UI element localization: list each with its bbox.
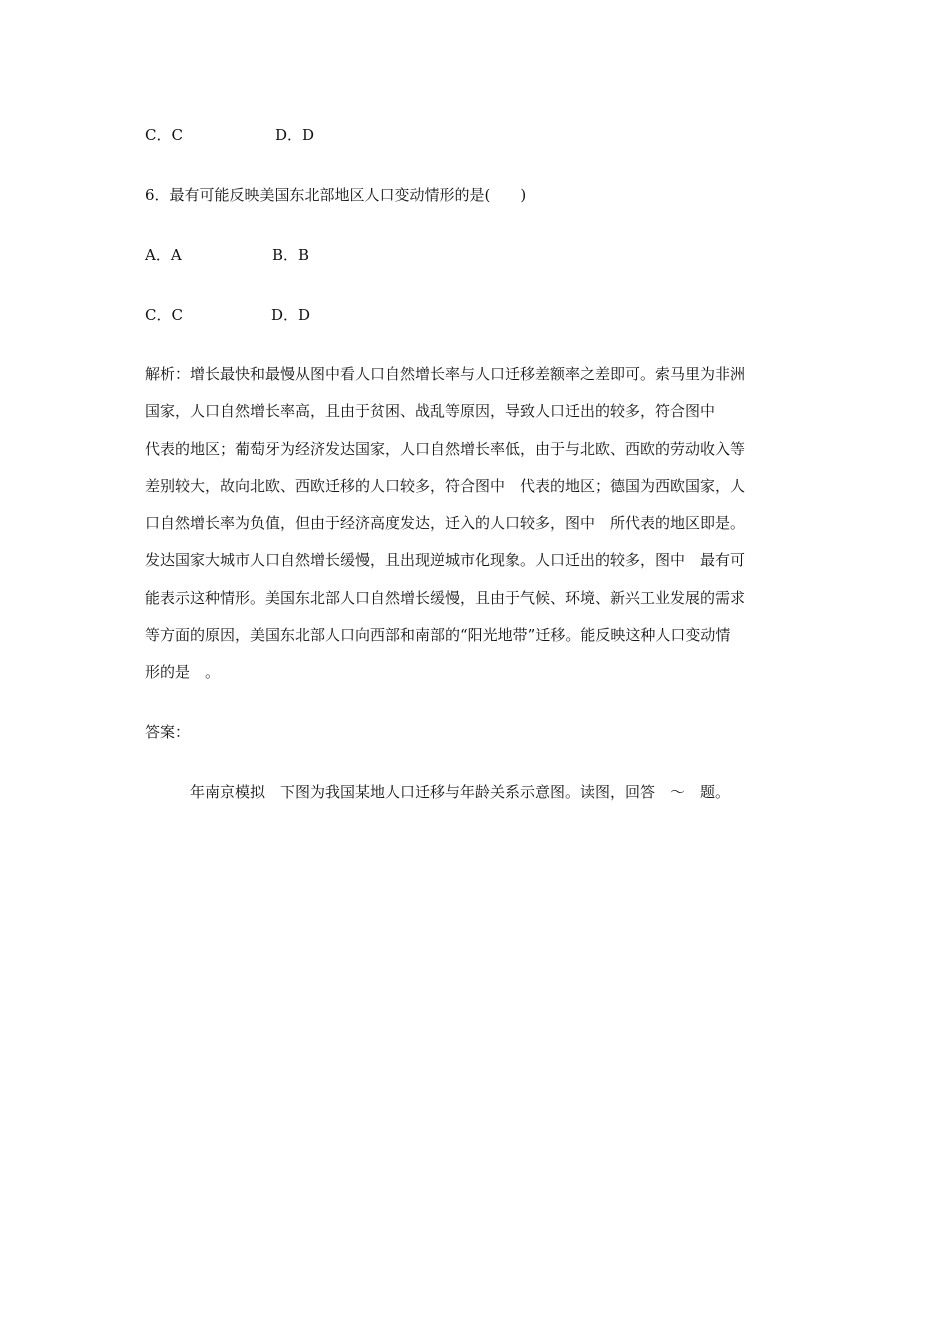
next-question-intro: 年南京模拟 下图为我国某地人口迁移与年龄关系示意图。读图，回答 ～ 题。 bbox=[190, 783, 731, 801]
option-c-q6: C．C bbox=[145, 306, 183, 324]
option-c-q5: C．C bbox=[145, 126, 183, 144]
analysis-paragraph bbox=[145, 364, 810, 700]
analysis-line: 能表示这种情形。美国东北部人口自然增长缓慢，且由于气候、环境、新兴工业发展的需求 bbox=[145, 588, 746, 607]
analysis-line: 国家，人口自然增长率高，且由于贫困、战乱等原因，导致人口迁出的较多，符合图中 bbox=[145, 402, 716, 421]
analysis-line: 等方面的原因，美国东北部人口向西部和南部的“阳光地带”迁移。能反映这种人口变动情 bbox=[145, 626, 731, 645]
analysis-line: 差别较大，故向北欧、西欧迁移的人口较多，符合图中 代表的地区；德国为西欧国家，人 bbox=[145, 476, 746, 495]
analysis-line: 代表的地区；葡萄牙为经济发达国家，人口自然增长率低，由于与北欧、西欧的劳动收入等 bbox=[145, 439, 746, 458]
analysis-line: 解析：增长最快和最慢从图中看人口自然增长率与人口迁移差额率之差即可。索马里为非洲 bbox=[145, 365, 746, 383]
option-a-q6: A．A bbox=[145, 246, 182, 264]
question-6-stem: 6．最有可能反映美国东北部地区人口变动情形的是( ) bbox=[145, 186, 527, 204]
analysis-line: 口自然增长率为负值，但由于经济高度发达，迁入的人口较多，图中 所代表的地区即是。 bbox=[145, 514, 746, 533]
answer-label: 答案： bbox=[145, 723, 191, 741]
option-d-q6: D．D bbox=[271, 306, 311, 324]
analysis-line: 形的是 。 bbox=[145, 663, 221, 682]
option-d-q5: D．D bbox=[275, 126, 315, 144]
option-b-q6: B．B bbox=[272, 246, 310, 264]
analysis-line: 发达国家大城市人口自然增长缓慢，且出现逆城市化现象。人口迁出的较多，图中 最有可 bbox=[145, 551, 746, 570]
